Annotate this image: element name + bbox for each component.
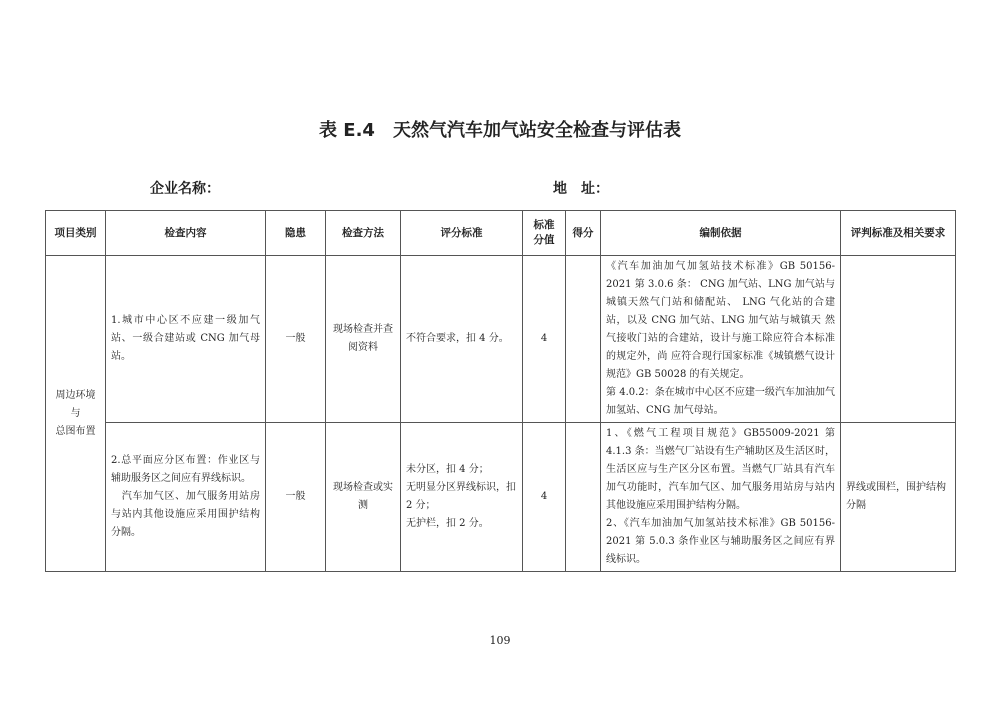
header-method: 检查方法 — [326, 211, 401, 256]
header-criteria: 评分标准 — [401, 211, 523, 256]
score-cell: 4 — [523, 423, 566, 572]
hazard-cell: 一般 — [266, 256, 326, 423]
basis-cell: 《汽车加油加气加氢站技术标准》GB 50156-2021 第 3.0.6 条： CNG 加气站、LNG 加气站与城镇天然气门站和储配站、 LNG 气化站的合建站，以及 CNG 加气站、LNG 加气站与城镇天 然气接收门站的合建站，设计与施工除应符合本标准的规定外，尚 应符合现行国家标准《城镇燃气设计规范》GB 50028 的有关规定。 第 4.0.2：条在城市中心区不应建一级汽车加油加气加氢站、CNG 加气母站。 — [601, 256, 841, 423]
header-basis: 编制依据 — [601, 211, 841, 256]
category-cell: 周边环境 与 总图布置 — [46, 256, 106, 572]
enterprise-name-label: 企业名称： — [150, 181, 220, 197]
header-hazard: 隐患 — [266, 211, 326, 256]
address-label: 地 址： — [553, 181, 609, 197]
hazard-cell: 一般 — [266, 423, 326, 572]
header-got: 得分 — [566, 211, 601, 256]
method-cell: 现场检查或实测 — [326, 423, 401, 572]
requirements-cell — [841, 256, 956, 423]
header-content: 检查内容 — [106, 211, 266, 256]
page-title: 表 E.4 天然气汽车加气站安全检查与评估表 — [319, 120, 681, 141]
got-cell — [566, 423, 601, 572]
score-cell: 4 — [523, 256, 566, 423]
header-score: 标准 分值 — [523, 211, 566, 256]
table-row — [46, 423, 956, 572]
header-category: 项目类别 — [46, 211, 106, 256]
table-header-row — [46, 211, 956, 256]
header-requirements: 评判标准及相关要求 — [841, 211, 956, 256]
method-cell: 现场检查并查阅资料 — [326, 256, 401, 423]
content-cell: 1.城市中心区不应建一级加气站、一级合建站或 CNG 加气母站。 — [106, 256, 266, 423]
criteria-cell: 不符合要求，扣 4 分。 — [401, 256, 523, 423]
basis-cell: 1、《燃气工程项目规范》GB55009-2021 第 4.1.3 条：当燃气厂站设有生产辅助区及生活区时，生活区应与生产区分区布置。当燃气厂站具有汽车加气功能时，汽车加气区、加气服务用站房与站内其他设施应采用围护结构分隔。 2、《汽车加油加气加氢站技术标准》GB 50156-2021 第 5.0.3 条作业区与辅助服务区之间应有界线标识。 — [601, 423, 841, 572]
criteria-cell: 未分区，扣 4 分； 无明显分区界线标识，扣 2 分； 无护栏，扣 2 分。 — [401, 423, 523, 572]
table-row — [46, 256, 956, 423]
page-number: 109 — [489, 634, 511, 647]
requirements-cell: 界线或围栏，围护结构分隔 — [841, 423, 956, 572]
got-cell — [566, 256, 601, 423]
inspection-table — [45, 210, 956, 572]
content-cell: 2.总平面应分区布置：作业区与辅助服务区之间应有界线标识。 汽车加气区、加气服务用站房与站内其他设施应采用围护结构分隔。 — [106, 423, 266, 572]
